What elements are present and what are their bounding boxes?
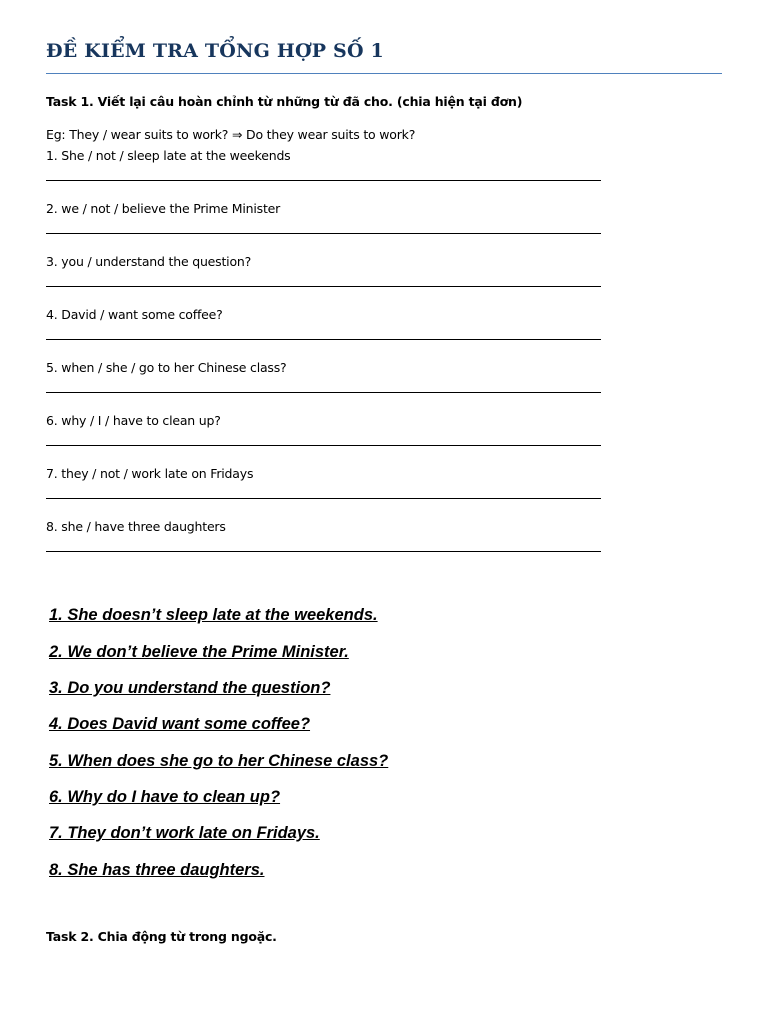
task1-item: 3. you / understand the question? xyxy=(46,254,252,269)
answer-blank-line xyxy=(46,339,601,340)
answer-blank-line xyxy=(46,392,601,393)
answer-sentence: 6. Why do I have to clean up? xyxy=(49,788,281,806)
answer-blank-line xyxy=(46,180,601,181)
answer-sentence: 5. When does she go to her Chinese class? xyxy=(49,752,389,770)
answer-sentence: 3. Do you understand the question? xyxy=(49,679,331,697)
answer-sentence: 8. She has three daughters. xyxy=(49,861,265,879)
document-title: ĐỀ KIỂM TRA TỔNG HỢP SỐ 1 xyxy=(46,40,384,62)
answer-blank-line xyxy=(46,233,601,234)
task1-item: 2. we / not / believe the Prime Minister xyxy=(46,201,281,216)
task1-heading: Task 1. Viết lại câu hoàn chỉnh từ những từ đã cho. (chia hiện tại đơn) xyxy=(46,94,523,109)
answer-blank-line xyxy=(46,551,601,552)
answer-blank-line xyxy=(46,445,601,446)
title-underline-divider xyxy=(46,73,722,74)
task2-heading: Task 2. Chia động từ trong ngoặc. xyxy=(46,929,277,944)
task1-item: 7. they / not / work late on Fridays xyxy=(46,466,254,481)
task1-item: 6. why / I / have to clean up? xyxy=(46,413,221,428)
answer-sentence: 2. We don’t believe the Prime Minister. xyxy=(49,643,349,661)
task1-example: Eg: They / wear suits to work? ⇒ Do they wear suits to work? xyxy=(46,127,416,142)
task1-item: 5. when / she / go to her Chinese class? xyxy=(46,360,287,375)
answer-sentence: 4. Does David want some coffee? xyxy=(49,715,311,733)
task1-item: 1. She / not / sleep late at the weekends xyxy=(46,148,291,163)
answer-blank-line xyxy=(46,498,601,499)
answer-blank-line xyxy=(46,286,601,287)
answer-sentence: 7. They don’t work late on Fridays. xyxy=(49,824,320,842)
task1-item: 8. she / have three daughters xyxy=(46,519,226,534)
task1-item: 4. David / want some coffee? xyxy=(46,307,223,322)
answer-sentence: 1. She doesn’t sleep late at the weekends. xyxy=(49,606,378,624)
